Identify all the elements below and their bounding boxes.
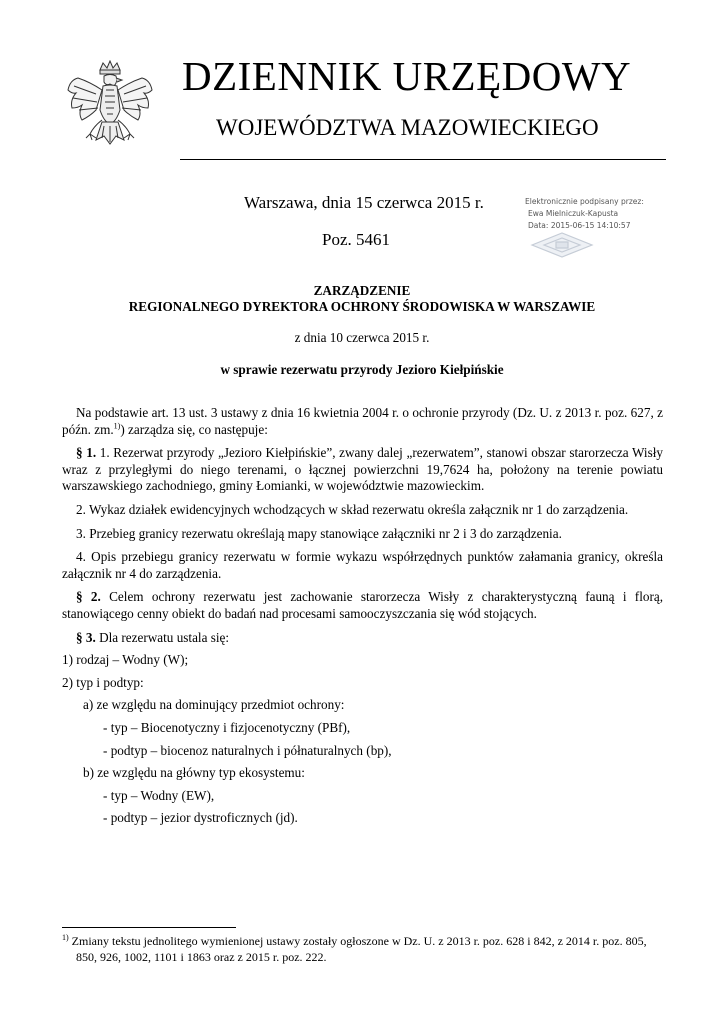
section-1-para-4: 4. Opis przebiegu granicy rezerwatu w formie wykazu współrzędnych punktów załamania granicy, określa załącznik nr 4 do zarządzenia.	[62, 549, 663, 581]
polish-eagle-emblem-icon	[60, 60, 160, 164]
footnote-ref: 1)	[113, 421, 121, 431]
section-1-label: § 1.	[76, 445, 97, 461]
section-1-para-1: § 1. 1. Rezerwat przyrody „Jezioro Kiełpińskie”, zwany dalej „rezerwatem”, stanowi obszar starorzecza Wisły wraz z przyległymi do niego terenami, o łącznej powierzchni 19,7624 ha, położony na terenie powiatu warszawskiego zachodniego, gminy Łomianki, w województwie mazowieckim.	[62, 445, 663, 494]
list-item: - typ – Wodny (EW),	[103, 787, 215, 803]
section-1-para-3: 3. Przebieg granicy rezerwatu określają mapy stanowiące załączniki nr 2 i 3 do zarządzenia.	[76, 525, 562, 541]
preamble: Na podstawie art. 13 ust. 3 ustawy z dnia 16 kwietnia 2004 r. o ochronie przyrody (Dz. U. z 2013 r. poz. 627, z późn. zm.$^{1)}$) zarządza się, co następuje:	[62, 405, 663, 437]
section-2-label: § 2.	[76, 589, 101, 605]
section-1-para-2: 2. Wykaz działek ewidencyjnych wchodzących w skład rezerwatu określa załącznik nr 1 do zarządzenia.	[76, 501, 629, 517]
signature-date: Data: 2015-06-15 14:10:57	[528, 221, 631, 230]
section-2: § 2. Celem ochrony rezerwatu jest zachowanie starorzecza Wisły z charakterystyczną fauną i florą, stanowiącego cenny obiekt do badań nad procesami samooczyszczania się wód stojących.	[62, 589, 664, 621]
signature-stamp-icon	[528, 231, 596, 259]
list-item: a) ze względu na dominujący przedmiot ochrony:	[83, 697, 345, 713]
document-date: z dnia 10 czerwca 2015 r.	[294, 330, 430, 345]
signature-label: Elektronicznie podpisany przez:	[525, 197, 644, 206]
signer-name: Ewa Mielniczuk-Kapusta	[528, 209, 619, 218]
footnote-marker: 1)	[62, 933, 69, 942]
section-3: § 3. Dla rezerwatu ustala się:	[76, 629, 230, 645]
title-divider	[180, 159, 666, 160]
document-subject: w sprawie rezerwatu przyrody Jezioro Kiełpińskie	[220, 362, 504, 377]
list-item: - typ – Biocenotyczny i fizjocenotyczny (PBf),	[103, 719, 351, 735]
publication-date: Warszawa, dnia 15 czerwca 2015 r.	[244, 193, 484, 212]
document-issuer: REGIONALNEGO DYREKTORA OCHRONY ŚRODOWISKA W WARSZAWIE	[128, 299, 596, 314]
list-item: 1) rodzaj – Wodny (W);	[62, 652, 189, 668]
journal-subtitle: WOJEWÓDZTWA MAZOWIECKIEGO	[216, 115, 599, 140]
electronic-signature-block	[525, 196, 665, 232]
list-item: b) ze względu na główny typ ekosystemu:	[83, 765, 305, 781]
position-number: Poz. 5461	[322, 230, 390, 249]
document-body	[62, 405, 663, 827]
document-type: ZARZĄDZENIE	[313, 283, 411, 298]
list-item: - podtyp – jezior dystroficznych (jd).	[103, 810, 298, 826]
list-item: - podtyp – biocenoz naturalnych i półnaturalnych (bp),	[103, 742, 392, 758]
footnote: $^{1)}$ Zmiany tekstu jednolitego wymienionej ustawy zostały ogłoszone w Dz. U. z 2013 r. poz. 628 i 842, z 2014 r. poz. 805, 850, 926, 1002, 1101 i 1863 oraz z 2015 r. poz. 222.	[62, 933, 647, 964]
journal-title: DZIENNIK URZĘDOWY	[182, 53, 632, 99]
list-item: 2) typ i podtyp:	[62, 674, 144, 690]
footnote-divider	[62, 927, 236, 928]
section-3-label: § 3.	[76, 629, 96, 645]
